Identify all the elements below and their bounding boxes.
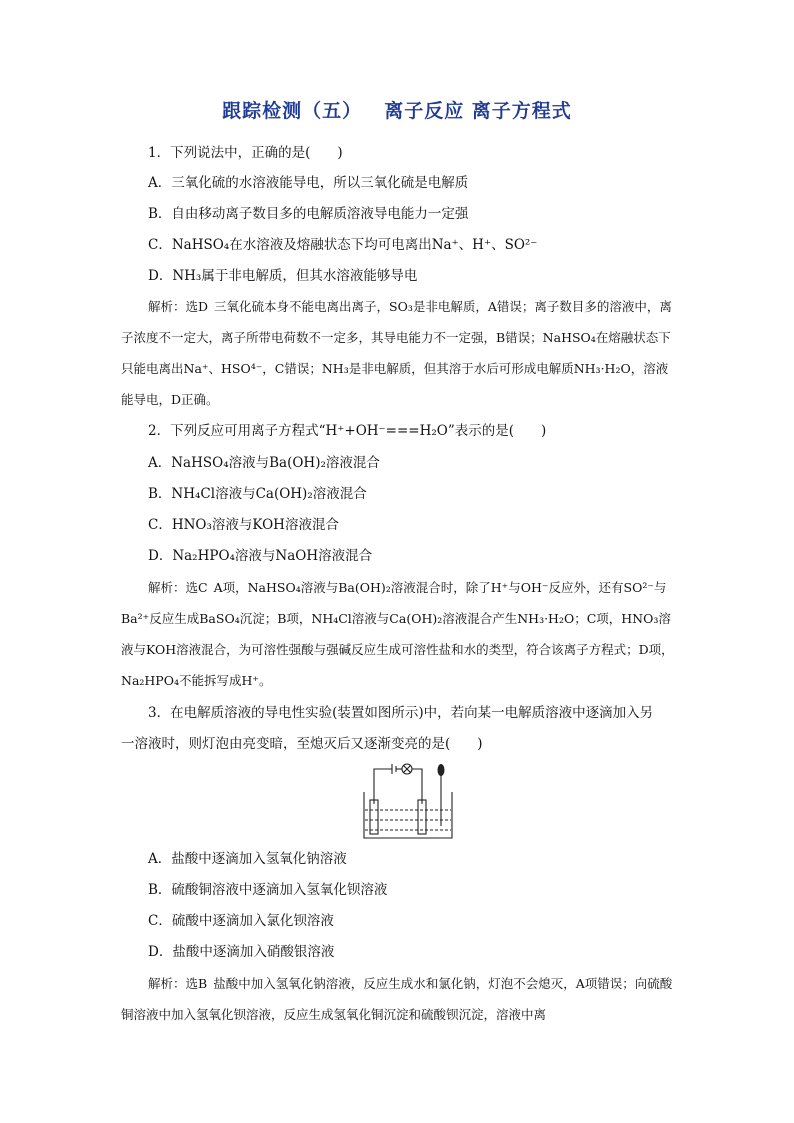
- q1-stem: 1．下列说法中，正确的是( ): [148, 145, 343, 161]
- q2-analysis-text: A项，NaHSO₄溶液与Ba(OH)₂溶液混合时，除了H⁺与OH⁻反应外，还有SO²⁻与Ba²⁺反应生成BaSO₄沉淀；B项，NH₄Cl溶液与Ca(OH)₂溶液混合产生NH₃·H₂O；C项，HNO₃溶液与KOH溶液混合，为可溶性强酸与强碱反应生成可溶性盐和水的类型，符合该离子方程式；D项，Na₂HPO₄不能拆写成H⁺。: [121, 580, 674, 688]
- q1-option-b: B．自由移动离子数目多的电解质溶液导电能力一定强: [148, 206, 469, 222]
- q1-analysis-text: 三氧化硫本身不能电离出离子，SO₃是非电解质，A错误；离子数目多的溶液中，离子浓度不一定大，离子所带电荷数不一定多，其导电能力不一定强，B错误；NaHSO₄在熔融状态下只能电离出Na⁺、HSO⁴⁻，C错误；NH₃是非电解质，但其溶于水后可形成电解质NH₃·H₂O，溶液能导电，D正确。: [121, 299, 672, 407]
- q2-option-d: D．Na₂HPO₄溶液与NaOH溶液混合: [148, 548, 373, 564]
- q3-option-d: D．盐酸中逐滴加入硝酸银溶液: [148, 944, 335, 960]
- circuit-wire-left: [374, 769, 392, 804]
- q3-option-a: A．盐酸中逐滴加入氢氧化钠溶液: [148, 851, 347, 867]
- page-title: [0, 96, 794, 123]
- q1-option-d: D．NH₃属于非电解质，但其水溶液能够导电: [148, 268, 418, 284]
- q2-option-a: A．NaHSO₄溶液与Ba(OH)₂溶液混合: [148, 455, 380, 471]
- q1-option-a: A．三氧化硫的水溶液能导电，所以三氧化硫是电解质: [148, 175, 469, 191]
- circuit-wire-right: [412, 769, 422, 804]
- q2-option-c: C．HNO₃溶液与KOH溶液混合: [148, 517, 339, 533]
- q3-analysis: [121, 968, 676, 1030]
- conductivity-apparatus-diagram: [362, 760, 467, 840]
- electrode-right: [418, 800, 426, 834]
- q1-analysis-label: 解析：选D: [148, 299, 209, 314]
- q2-option-b: B．NH₄Cl溶液与Ca(OH)₂溶液混合: [148, 486, 367, 502]
- electrode-left: [370, 800, 378, 834]
- q3-stem-line2: 一溶液时，则灯泡由亮变暗，至熄灭后又逐渐变亮的是( ): [121, 736, 483, 752]
- q3-option-c: C．硫酸中逐滴加入氯化钡溶液: [148, 913, 334, 929]
- q3-analysis-label: 解析：选B: [148, 976, 208, 991]
- q2-stem: 2．下列反应可用离子方程式“H⁺+OH⁻===H₂O”表示的是( ): [148, 423, 547, 439]
- q3-option-b: B．硫酸铜溶液中逐滴加入氢氧化钡溶液: [148, 882, 388, 898]
- beaker-outline: [364, 792, 452, 838]
- q3-analysis-text: 盐酸中加入氢氧化钠溶液，反应生成水和氯化钠，灯泡不会熄灭，A项错误；向硫酸铜溶液中加入氢氧化钡溶液，反应生成氢氧化铜沉淀和硫酸钡沉淀，溶液中离: [121, 976, 673, 1022]
- title-sub: 离子反应 离子方程式: [384, 100, 572, 122]
- q1-option-c: C．NaHSO₄在水溶液及熔融状态下均可电离出Na⁺、H⁺、SO²⁻: [148, 237, 538, 253]
- dropper-bulb: [438, 764, 445, 776]
- q2-analysis: [121, 572, 676, 696]
- title-main: 跟踪检测（五）: [222, 100, 363, 122]
- q2-analysis-label: 解析：选C: [148, 580, 208, 595]
- q1-analysis: [121, 291, 676, 415]
- q3-stem-line1: 3．在电解质溶液的导电性实验(装置如图所示)中，若向某一电解质溶液中逐滴加入另: [148, 705, 654, 721]
